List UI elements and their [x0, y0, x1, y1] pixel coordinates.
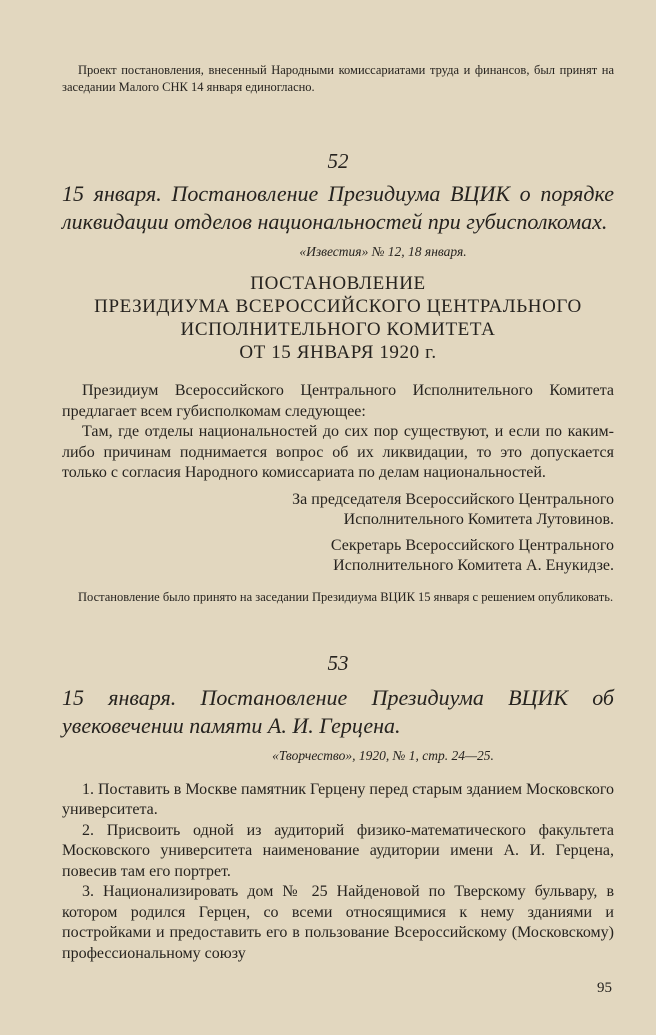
title-line: ПРЕЗИДИУМА ВСЕРОССИЙСКОГО ЦЕНТРАЛЬНОГО	[94, 296, 582, 317]
list-item: 1. Поставить в Москве памятник Герцену перед старым зданием Московского университета.	[62, 780, 614, 818]
signature-line: Исполнительного Комитета Лутовинов.	[343, 511, 614, 528]
signature-line: Исполнительного Комитета А. Енукидзе.	[333, 557, 614, 574]
paragraph: Президиум Всероссийского Центрального Исполнительного Комитета предлагает всем губисполкомам следующее:	[62, 382, 614, 420]
document-heading-53: 15 января. Постановление Президиума ВЦИК об увековечении памяти А. И. Герцена.	[62, 684, 614, 738]
title-line: ОТ 15 ЯНВАРЯ 1920 г.	[239, 342, 437, 363]
source-citation-52: «Известия» № 12, 18 января.	[299, 244, 467, 259]
page-content	[62, 62, 614, 964]
title-line: ИСПОЛНИТЕЛЬНОГО КОМИТЕТА	[180, 319, 496, 340]
paragraph: Там, где отделы национальностей до сих пор существуют, и если по каким-либо причинам поднимается вопрос об их ликвидации, то это допускается только с согласия Народного комиссариата по делам национальностей.	[62, 423, 614, 481]
source-citation-53: «Творчество», 1920, № 1, стр. 24—25.	[272, 747, 494, 763]
publication-note: Постановление было принято на заседании Президиума ВЦИК 15 января с решением опубликовать.	[78, 589, 614, 604]
page-number: 95	[597, 980, 612, 996]
document-heading-52: 15 января. Постановление Президиума ВЦИК о порядке ликвидации отделов национальностей при губисполкомах.	[62, 181, 614, 234]
document-number-53: 53	[327, 650, 349, 675]
resolution-title	[62, 272, 614, 364]
list-item: 2. Присвоить одной из аудиторий физико-математического факультета Московского университета наименование аудитории имени А. И. Герцена, повесив там его портрет.	[62, 821, 614, 880]
list-item: 3. Национализировать дом № 25 Найденовой по Тверскому бульвару, в котором родился Герцен, со всеми относящимися к нему зданиями и постройками и предоставить его в пользование Всероссийскому (Московскому) профессиональному союзу	[62, 883, 614, 962]
signature-line: За председателя Всероссийского Центрального	[292, 490, 614, 508]
document-number-52: 52	[327, 149, 349, 173]
intro-note: Проект постановления, внесенный Народными комиссариатами труда и финансов, был принят на заседании Малого СНК 14 января единогласно.	[62, 63, 614, 94]
title-line: ПОСТАНОВЛЕНИЕ	[250, 273, 426, 294]
signature-line: Секретарь Всероссийского Центрального	[330, 536, 614, 554]
